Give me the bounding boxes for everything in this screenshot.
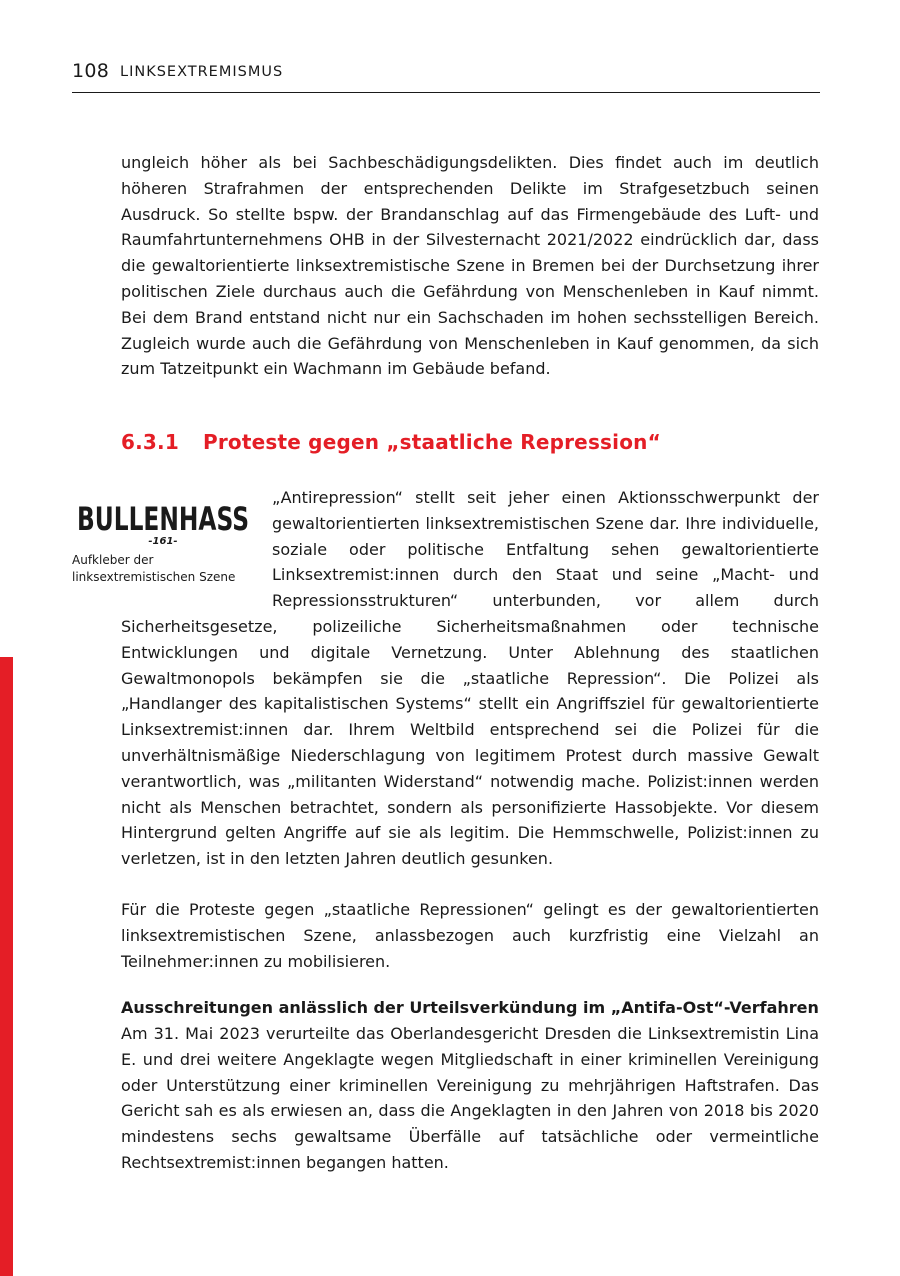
intro-paragraph: ungleich höher als bei Sachbeschädigungsdelikten. Dies findet auch im deutlich höheren Strafrahmen der entsprechenden Delikte im Strafgesetzbuch seinen Ausdruck. So stellte bspw. der Brandanschlag auf das Firmengebäude des Luft- und Raumfahrtunternehmens OHB in der Silvesternacht 2021/2022 eindrücklich dar, dass die gewaltorientierte linksextremistische Szene in Bremen bei der Durchsetzung ihrer politischen Ziele durchaus auch die Gefährdung von Menschenleben in Kauf nimmt. Bei dem Brand entstand nicht nur ein Sachschaden im hohen sechsstelligen Bereich. Zugleich wurde auch die Gefährdung von Menschenleben in Kauf genommen, da sich zum Tatzeitpunkt ein Wachmann im Gebäude befand. <box>121 153 819 379</box>
sticker-logo-subtext: -161- <box>148 536 178 547</box>
subsection-paragraph: Am 31. Mai 2023 verurteilte das Oberlandesgericht Dresden die Linksextremistin Lina E. und drei weitere Angeklagte wegen Mitgliedschaft in einer kriminellen Vereinigung oder Unterstützung einer kriminellen Vereinigung zu mehrjährigen Haftstrafen. Das Gericht sah es als erwiesen an, dass die Angeklagten in den Jahren von 2018 bis 2020 mindestens sechs gewaltsame Überfälle auf tatsächliche oder vermeintliche Rechtsextremist:innen begangen hatten. <box>121 1024 819 1172</box>
running-title: LINKSEXTREMISMUS <box>120 64 284 80</box>
section-title: Proteste gegen „staatliche Repression“ <box>203 430 661 454</box>
mobilization-paragraph: Für die Proteste gegen „staatliche Repressionen“ gelingt es der gewaltorientierten linksextremistischen Szene, anlassbezogen auch kurzfristig eine Vielzahl an Teilnehmer:innen zu mobilisieren. <box>121 900 819 971</box>
subsection-heading: Ausschreitungen anlässlich der Urteilsverkündung im „Antifa-Ost“-Verfahren <box>121 998 819 1017</box>
sticker-logo-text: BULLENHASS <box>77 500 249 538</box>
main-paragraph: „Antirepression“ stellt seit jeher einen Aktionsschwerpunkt der gewaltorientierten linksextremistischen Szene dar. Ihre individuelle, soziale oder politische Entfaltung sehen gewaltorientierte Linksextremist:innen durch den Staat und seine „Macht- und Repressionsstrukturen“ unterbunden, vor allem durch Sicherheitsgesetze, polizeiliche Sicherheitsmaßnahmen oder technische Entwicklungen und digitale Vernetzung. Unter Ablehnung des staatlichen Gewaltmonopols bekämpfen sie die „staatliche Repression“. Die Polizei als „Handlanger des kapitalistischen Systems“ stellt ein Angriffsziel für gewaltorientierte Linksextremist:innen dar. Ihrem Weltbild entsprechend sei die Polizei für die unverhältnismäßige Niederschlagung von legitimem Protest durch massive Gewalt verantwortlich, was „militanten Widerstand“ notwendig mache. Polizist:innen werden nicht als Menschen betrachtet, sondern als personifizierte Hassobjekte. Vor diesem Hintergrund gelten Angriffe auf sie als legitim. Die Hemmschwelle, Polizist:innen zu verletzen, ist in den letzten Jahren deutlich gesunken. <box>121 485 819 872</box>
figure-caption: Aufkleber der linksextremistischen Szene <box>72 553 236 584</box>
section-heading <box>121 430 661 454</box>
red-margin-bar <box>0 657 13 1276</box>
section-number: 6.3.1 <box>121 430 179 454</box>
figure-spacer <box>121 485 272 612</box>
page-header <box>72 58 820 93</box>
page-number: 108 <box>72 60 110 82</box>
